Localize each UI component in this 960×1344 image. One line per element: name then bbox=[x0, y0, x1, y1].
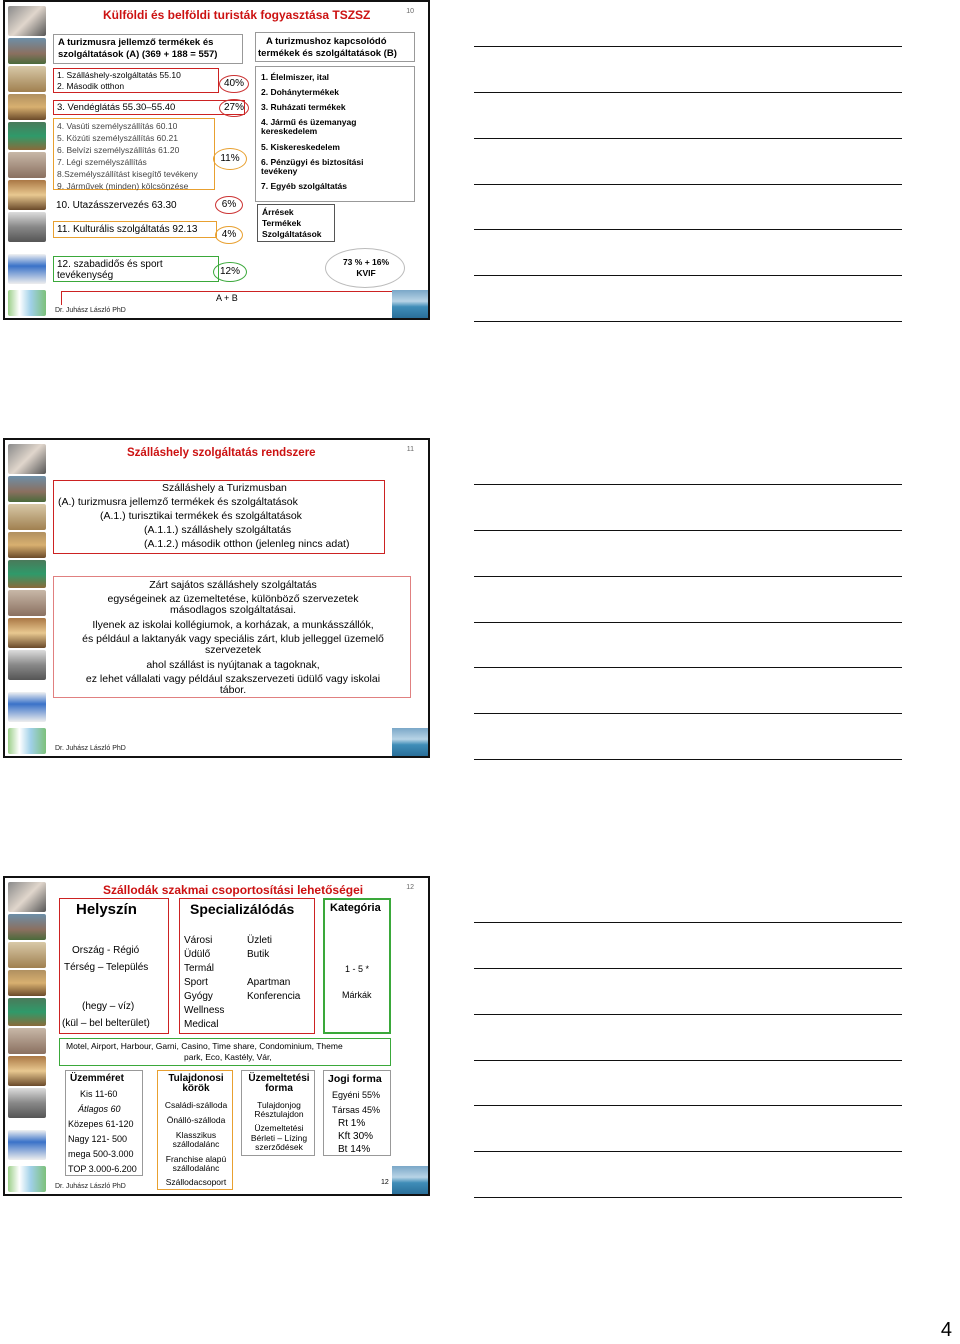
sum-bar bbox=[61, 291, 411, 305]
portrait-photo bbox=[8, 6, 46, 36]
b-item: 2. Dohánytermékek bbox=[261, 87, 339, 97]
photo-strip bbox=[5, 878, 49, 1194]
box-line: egységeinek az üzemeltetése, különböző szervezetek bbox=[107, 593, 359, 605]
operation-line: Tulajdonjog bbox=[257, 1100, 301, 1110]
ownership-line: Franchise alapú bbox=[165, 1154, 227, 1164]
lamp-photo bbox=[8, 1056, 46, 1086]
lobby-photo bbox=[8, 66, 46, 92]
reception-photo bbox=[8, 560, 46, 588]
box-line: ez lehet vállalati vagy például szakszervezeti üdülő vagy iskolai bbox=[85, 673, 381, 685]
legal-form-line: Bt 14% bbox=[338, 1144, 371, 1155]
cart-photo bbox=[8, 1130, 46, 1160]
item-line: 6. Belvízi személyszállítás 61.20 bbox=[57, 145, 180, 155]
b-item: 5. Kiskereskedelem bbox=[261, 142, 340, 152]
slide-12 bbox=[3, 876, 430, 1196]
location-line: Térség – Település bbox=[64, 962, 149, 973]
box-line: (A.1.) turisztikai termékek és szolgáltatások bbox=[100, 510, 302, 522]
size-header: Üzemméret bbox=[70, 1073, 124, 1084]
portrait-photo bbox=[8, 444, 46, 474]
box-line: tábor. bbox=[219, 684, 247, 696]
percent-badge: 11% bbox=[213, 148, 247, 170]
size-line: mega 500-3.000 bbox=[68, 1149, 134, 1159]
item-line: 2. Második otthon bbox=[57, 81, 125, 91]
restaurant-photo bbox=[8, 532, 46, 558]
left-header-box bbox=[53, 34, 243, 64]
ownership-line: Szállodacsoport bbox=[165, 1177, 227, 1187]
operation-line: Üzemeltetési bbox=[254, 1123, 304, 1133]
hotel-photo bbox=[8, 38, 46, 64]
ownership-box bbox=[157, 1070, 233, 1190]
sum-label: A + B bbox=[216, 293, 238, 303]
size-line: Nagy 121- 500 bbox=[68, 1134, 128, 1144]
b-item: 7. Egyéb szolgáltatás bbox=[261, 181, 347, 191]
b-items-box bbox=[255, 66, 415, 202]
category-box bbox=[323, 898, 391, 1034]
legal-form-box bbox=[323, 1070, 391, 1156]
location-box bbox=[59, 898, 169, 1034]
item-line: 7. Légi személyszállítás bbox=[57, 157, 147, 167]
b-item: 1. Élelmiszer, ital bbox=[261, 72, 330, 82]
slide-title: Szállodák szakmai csoportosítási lehetőségei bbox=[103, 883, 364, 897]
percent-badge: 4% bbox=[215, 226, 243, 244]
operation-header: Üzemeltetési bbox=[248, 1073, 310, 1084]
specialization-item: Termál bbox=[184, 963, 215, 974]
box-line: Zárt sajátos szálláshely szolgáltatás bbox=[149, 579, 317, 591]
trolley-photo bbox=[8, 212, 46, 242]
specialization-item: Butik bbox=[247, 949, 270, 960]
hotel-photo bbox=[8, 476, 46, 502]
item-line: 4. Vasúti személyszállítás 60.10 bbox=[57, 121, 178, 131]
location-header: Helyszín bbox=[76, 901, 137, 918]
item-line: 12. szabadidős és sport bbox=[57, 259, 163, 270]
item-line: 1. Szálláshely-szolgáltatás 55.10 bbox=[57, 70, 181, 80]
legal-form-line: Rt 1% bbox=[338, 1118, 366, 1129]
box-line: Szálláshely a Turizmusban bbox=[162, 482, 287, 494]
item-line: 3. Vendéglátás 55.30–55.40 bbox=[57, 102, 176, 113]
item-line: 9. Járművek (minden) kölcsönzése bbox=[57, 181, 189, 191]
specialization-item: Medical bbox=[184, 1019, 219, 1030]
item-line: 11. Kulturális szolgáltatás 92.13 bbox=[57, 224, 198, 235]
bottles-photo bbox=[8, 290, 46, 316]
types-line: park, Eco, Kastély, Vár, bbox=[184, 1052, 272, 1062]
margin-box bbox=[257, 204, 335, 242]
trolley-photo bbox=[8, 650, 46, 680]
operation-header: forma bbox=[265, 1083, 293, 1094]
percent-badge: 40% bbox=[219, 75, 249, 93]
ownership-header: körök bbox=[182, 1083, 210, 1094]
author: Dr. Juhász László PhD bbox=[55, 1183, 126, 1190]
slide-10 bbox=[3, 0, 430, 320]
bottles-photo bbox=[8, 1166, 46, 1192]
item-line: 10. Utazásszervezés 63.30 bbox=[56, 200, 177, 211]
item-group-4 bbox=[53, 221, 217, 238]
specialization-item: Városi bbox=[184, 935, 213, 946]
hotel-photo bbox=[8, 914, 46, 940]
size-line: Átlagos 60 bbox=[78, 1104, 121, 1114]
reception-photo bbox=[8, 998, 46, 1026]
b-item: 6. Pénzügyi és biztosítási bbox=[261, 157, 364, 167]
size-line: Kis 11-60 bbox=[80, 1089, 118, 1099]
item-group-5 bbox=[53, 256, 219, 282]
percent-badge: 12% bbox=[213, 262, 247, 282]
specialization-item: Konferencia bbox=[247, 991, 301, 1002]
left-header-line: A turizmusra jellemző termékek és bbox=[58, 37, 214, 48]
size-line: TOP 3.000-6.200 bbox=[68, 1164, 137, 1174]
percent-badge: 27% bbox=[219, 99, 249, 117]
item-group-1 bbox=[53, 68, 219, 93]
item-line: tevékenység bbox=[57, 270, 114, 281]
pool-photo bbox=[392, 290, 428, 318]
b-item: tevékeny bbox=[261, 166, 298, 176]
percent-badge: 6% bbox=[215, 196, 243, 214]
location-line: (kül – bel belterület) bbox=[62, 1018, 150, 1029]
legal-form-line: Társas 45% bbox=[332, 1105, 381, 1115]
specialization-item: Wellness bbox=[184, 1005, 225, 1016]
category-brands: Márkák bbox=[342, 990, 372, 1000]
pool-photo bbox=[392, 728, 428, 756]
slide-title: Szálláshely szolgáltatás rendszere bbox=[127, 447, 316, 459]
specialization-item: Üdülő bbox=[184, 949, 211, 960]
right-header-box bbox=[255, 32, 415, 62]
pool-photo bbox=[392, 1166, 428, 1194]
size-line: Közepes 61-120 bbox=[68, 1119, 134, 1129]
photo-strip bbox=[5, 440, 49, 756]
specialization-header: Specializálódás bbox=[190, 901, 295, 917]
specialization-item: Üzleti bbox=[247, 935, 273, 946]
box-line: (A.1.1.) szálláshely szolgáltatás bbox=[144, 524, 292, 536]
accommodation-box bbox=[53, 480, 385, 554]
box-line: Ilyenek az iskolai kollégiumok, a korházak, a munkásszállók, bbox=[92, 619, 374, 631]
closed-accommodation-box bbox=[53, 576, 411, 698]
ownership-line: szállodalánc bbox=[172, 1139, 220, 1149]
lamp-photo bbox=[8, 180, 46, 210]
kvif-ellipse bbox=[325, 248, 405, 288]
operation-line: Bérleti – Lízing bbox=[250, 1133, 308, 1143]
specialization-item: Gyógy bbox=[184, 991, 213, 1002]
author: Dr. Juhász László PhD bbox=[55, 745, 126, 752]
types-line: Motel, Airport, Harbour, Garni, Casino, Time share, Condominium, Theme bbox=[66, 1041, 343, 1051]
specialization-item: Apartman bbox=[247, 977, 291, 988]
b-item: 3. Ruházati termékek bbox=[261, 102, 346, 112]
slide-11 bbox=[3, 438, 430, 758]
photo-strip bbox=[5, 2, 49, 318]
left-header-line: szolgáltatások (A) (369 + 188 = 557) bbox=[58, 49, 218, 60]
b-item: kereskedelem bbox=[261, 126, 318, 136]
ownership-header: Tulajdonosi bbox=[168, 1073, 224, 1084]
slide-title: Külföldi és belföldi turisták fogyasztása TSZSZ bbox=[103, 8, 371, 22]
legal-form-line: Kft 30% bbox=[338, 1131, 374, 1142]
slide-number: 11 bbox=[406, 446, 414, 453]
ownership-line: Önálló-szálloda bbox=[166, 1115, 226, 1125]
legal-form-header: Jogi forma bbox=[328, 1073, 382, 1085]
box-line: szervezetek bbox=[204, 644, 262, 656]
box-line: másodlagos szolgáltatásai. bbox=[169, 604, 297, 616]
item-group-3 bbox=[53, 118, 215, 190]
operation-box bbox=[241, 1070, 315, 1156]
operation-line: szerződések bbox=[255, 1142, 303, 1152]
portrait-photo bbox=[8, 882, 46, 912]
author: Dr. Juhász László PhD bbox=[55, 307, 126, 314]
ownership-line: Klasszikus bbox=[175, 1130, 217, 1140]
room-photo bbox=[8, 590, 46, 616]
lobby-photo bbox=[8, 942, 46, 968]
margin-line: Termékek bbox=[262, 218, 302, 228]
specialization-box bbox=[179, 898, 315, 1034]
margin-line: Szolgáltatások bbox=[262, 229, 322, 239]
trolley-photo bbox=[8, 1088, 46, 1118]
kvif-line: 73 % + 16% bbox=[342, 257, 390, 267]
specialization-item: Sport bbox=[184, 977, 208, 988]
item-line: 8.Személyszállítást kisegítő tevékeny bbox=[57, 169, 198, 179]
item-line: 5. Közúti személyszállítás 60.21 bbox=[57, 133, 178, 143]
hotel-types-box bbox=[59, 1038, 391, 1066]
location-line: Ország - Régió bbox=[72, 945, 140, 956]
lobby-photo bbox=[8, 504, 46, 530]
size-box bbox=[65, 1070, 143, 1176]
footer-slide-number: 12 bbox=[381, 1179, 389, 1186]
right-header-line: A turizmushoz kapcsolódó bbox=[266, 36, 387, 47]
cart-photo bbox=[8, 692, 46, 722]
room-photo bbox=[8, 152, 46, 178]
box-line: (A.1.2.) második otthon (jelenleg nincs adat) bbox=[144, 538, 350, 550]
ownership-line: Családi-szálloda bbox=[164, 1100, 228, 1110]
margin-line: Árrések bbox=[262, 207, 294, 217]
reception-photo bbox=[8, 122, 46, 150]
right-header-line: termékek és szolgáltatások (B) bbox=[258, 48, 397, 59]
location-line: (hegy – víz) bbox=[82, 1001, 135, 1012]
category-stars: 1 - 5 * bbox=[345, 964, 370, 974]
bottles-photo bbox=[8, 728, 46, 754]
item-group-2 bbox=[53, 100, 245, 115]
operation-line: Résztulajdon bbox=[254, 1109, 304, 1119]
box-line: és például a laktanyák vagy speciális zárt, klub jelleggel üzemelő bbox=[82, 633, 384, 645]
legal-form-line: Egyéni 55% bbox=[332, 1090, 381, 1100]
page-number: 4 bbox=[940, 1319, 952, 1341]
box-line: ahol szállást is nyújtanak a tagoknak, bbox=[146, 659, 320, 671]
ownership-line: szállodalánc bbox=[172, 1163, 220, 1173]
slide-number: 12 bbox=[406, 884, 414, 891]
b-item: 4. Jármű és üzemanyag bbox=[261, 117, 357, 127]
restaurant-photo bbox=[8, 970, 46, 996]
restaurant-photo bbox=[8, 94, 46, 120]
slide-number: 10 bbox=[406, 8, 414, 15]
category-header: Kategória bbox=[330, 902, 381, 914]
box-line: (A.) turizmusra jellemző termékek és szolgáltatások bbox=[58, 496, 298, 508]
kvif-line: KVIF bbox=[356, 268, 376, 278]
cart-photo bbox=[8, 254, 46, 284]
lamp-photo bbox=[8, 618, 46, 648]
room-photo bbox=[8, 1028, 46, 1054]
